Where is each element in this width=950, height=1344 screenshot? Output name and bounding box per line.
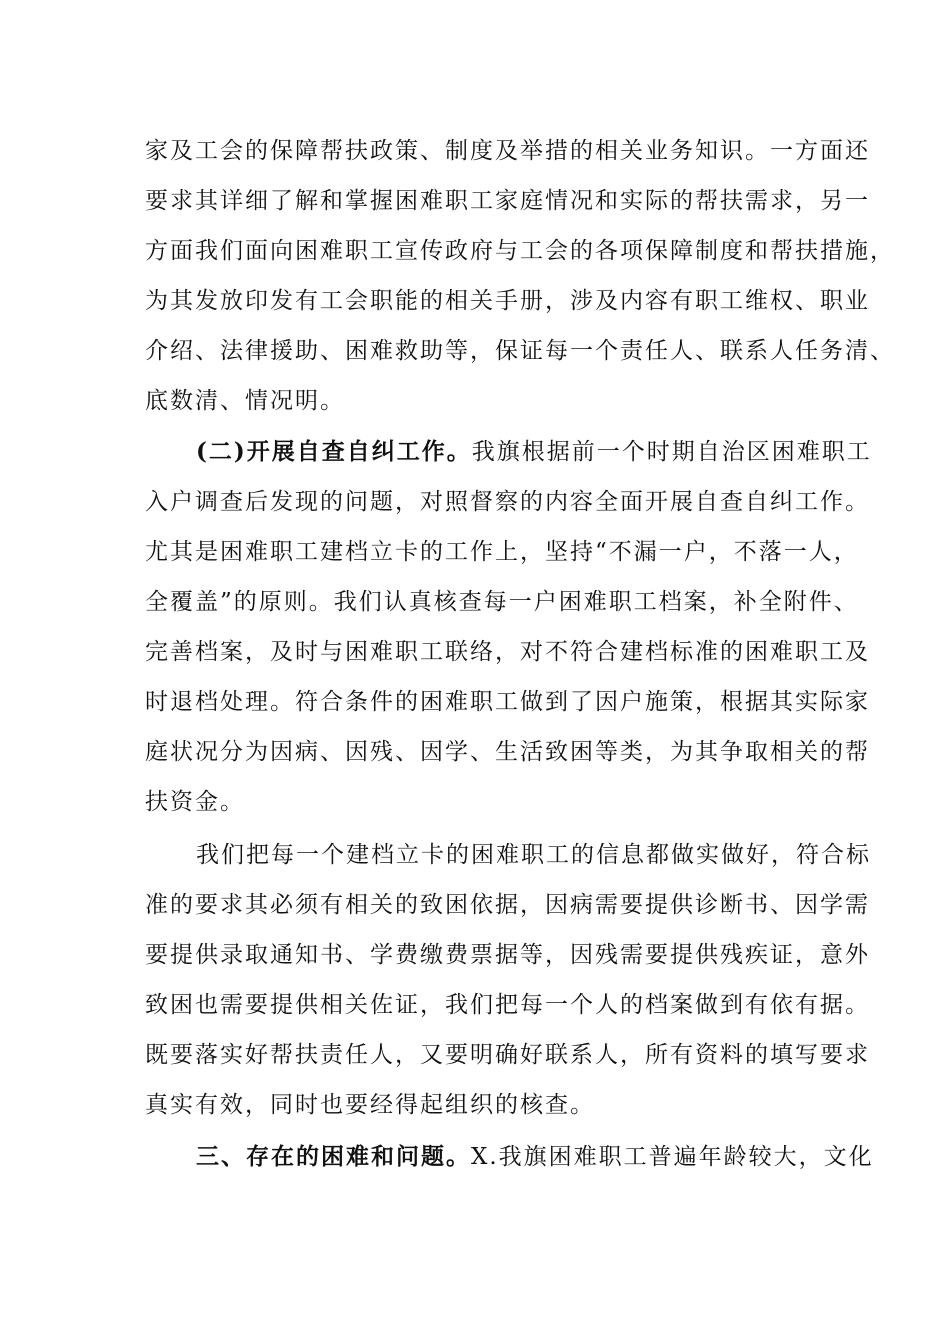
text-run: 我旗根据前一个时期自治区困难职工	[471, 439, 872, 465]
text-line: 全覆盖”的原则。我们认真核查每一户困难职工档案，补全附件、	[145, 589, 859, 615]
text-line	[196, 437, 872, 467]
text-run: X.我旗困难职工普遍年龄较大，文化	[471, 1144, 874, 1170]
text-line: 底数清、情况明。	[145, 388, 345, 414]
text-line: 要求其详细了解和掌握困难职工家庭情况和实际的帮扶需求，另一	[145, 188, 870, 214]
section-heading: 三、存在的困难和问题。	[196, 1143, 471, 1170]
text-line: 真实有效，同时也要经得起组织的核查。	[145, 1092, 595, 1118]
text-line: 扶资金。	[145, 789, 245, 815]
text-line: 准的要求其必须有相关的致困依据，因病需要提供诊断书、因学需	[145, 892, 870, 918]
text-line: 致困也需要提供相关佐证，我们把每一个人的档案做到有依有据。	[145, 992, 870, 1018]
text-line: 尤其是困难职工建档立卡的工作上，坚持“不漏一户，不落一人，	[145, 539, 859, 565]
section-heading: (二)开展自查自纠工作。	[196, 438, 472, 465]
text-line: 介绍、法律援助、困难救助等，保证每一个责任人、联系人任务清、	[145, 338, 895, 364]
text-line: 方面我们面向困难职工宣传政府与工会的各项保障制度和帮扶措施，	[145, 238, 895, 264]
text-line: 要提供录取通知书、学费缴费票据等，因残需要提供残疾证，意外	[145, 942, 870, 968]
text-line: 时退档处理。符合条件的困难职工做到了因户施策，根据其实际家	[145, 689, 870, 715]
text-line	[196, 1142, 874, 1172]
text-line: 我们把每一个建档立卡的困难职工的信息都做实做好，符合标	[196, 842, 871, 868]
text-line: 为其发放印发有工会职能的相关手册，涉及内容有职工维权、职业	[145, 288, 870, 314]
text-line: 完善档案，及时与困难职工联络，对不符合建档标准的困难职工及	[145, 639, 870, 665]
text-line: 既要落实好帮扶责任人，又要明确好联系人，所有资料的填写要求	[145, 1042, 870, 1068]
text-line: 庭状况分为因病、因残、因学、生活致困等类，为其争取相关的帮	[145, 739, 870, 765]
text-line: 家及工会的保障帮扶政策、制度及举措的相关业务知识。一方面还	[145, 138, 870, 164]
text-line: 入户调查后发现的问题，对照督察的内容全面开展自查自纠工作。	[145, 489, 870, 515]
